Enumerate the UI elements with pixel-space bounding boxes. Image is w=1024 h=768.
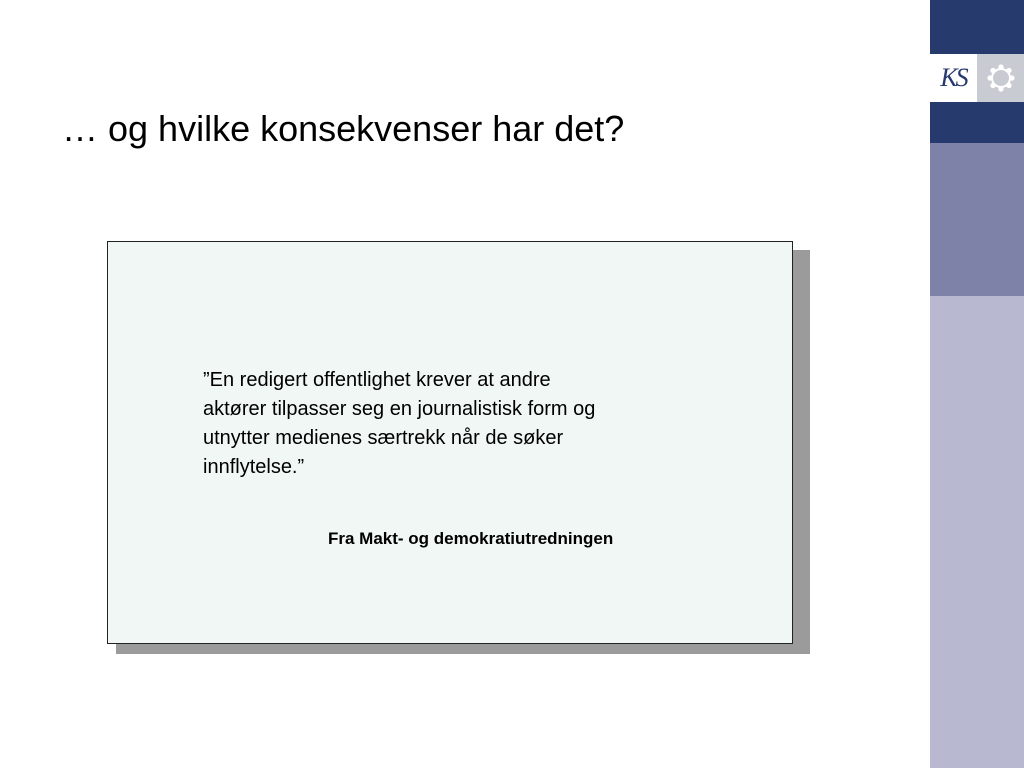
quote-text: ”En redigert offentlighet krever at andre aktører tilpasser seg en journalistisk form og utnytter medienes særtrekk når de søker innflytelse.” bbox=[203, 369, 596, 478]
ks-logo-text: KS bbox=[940, 63, 967, 92]
ring-of-figures-icon bbox=[977, 54, 1024, 102]
quote-source: Fra Makt- og demokratiutredningen bbox=[328, 529, 614, 548]
side-band-dark bbox=[930, 102, 1024, 143]
side-band-top bbox=[930, 0, 1024, 54]
side-band-light bbox=[930, 296, 1024, 768]
slide-title: … og hvilke konsekvenser har det? bbox=[62, 108, 625, 149]
ks-logo bbox=[930, 54, 977, 102]
quote-box bbox=[107, 241, 793, 644]
side-band-mid bbox=[930, 143, 1024, 296]
